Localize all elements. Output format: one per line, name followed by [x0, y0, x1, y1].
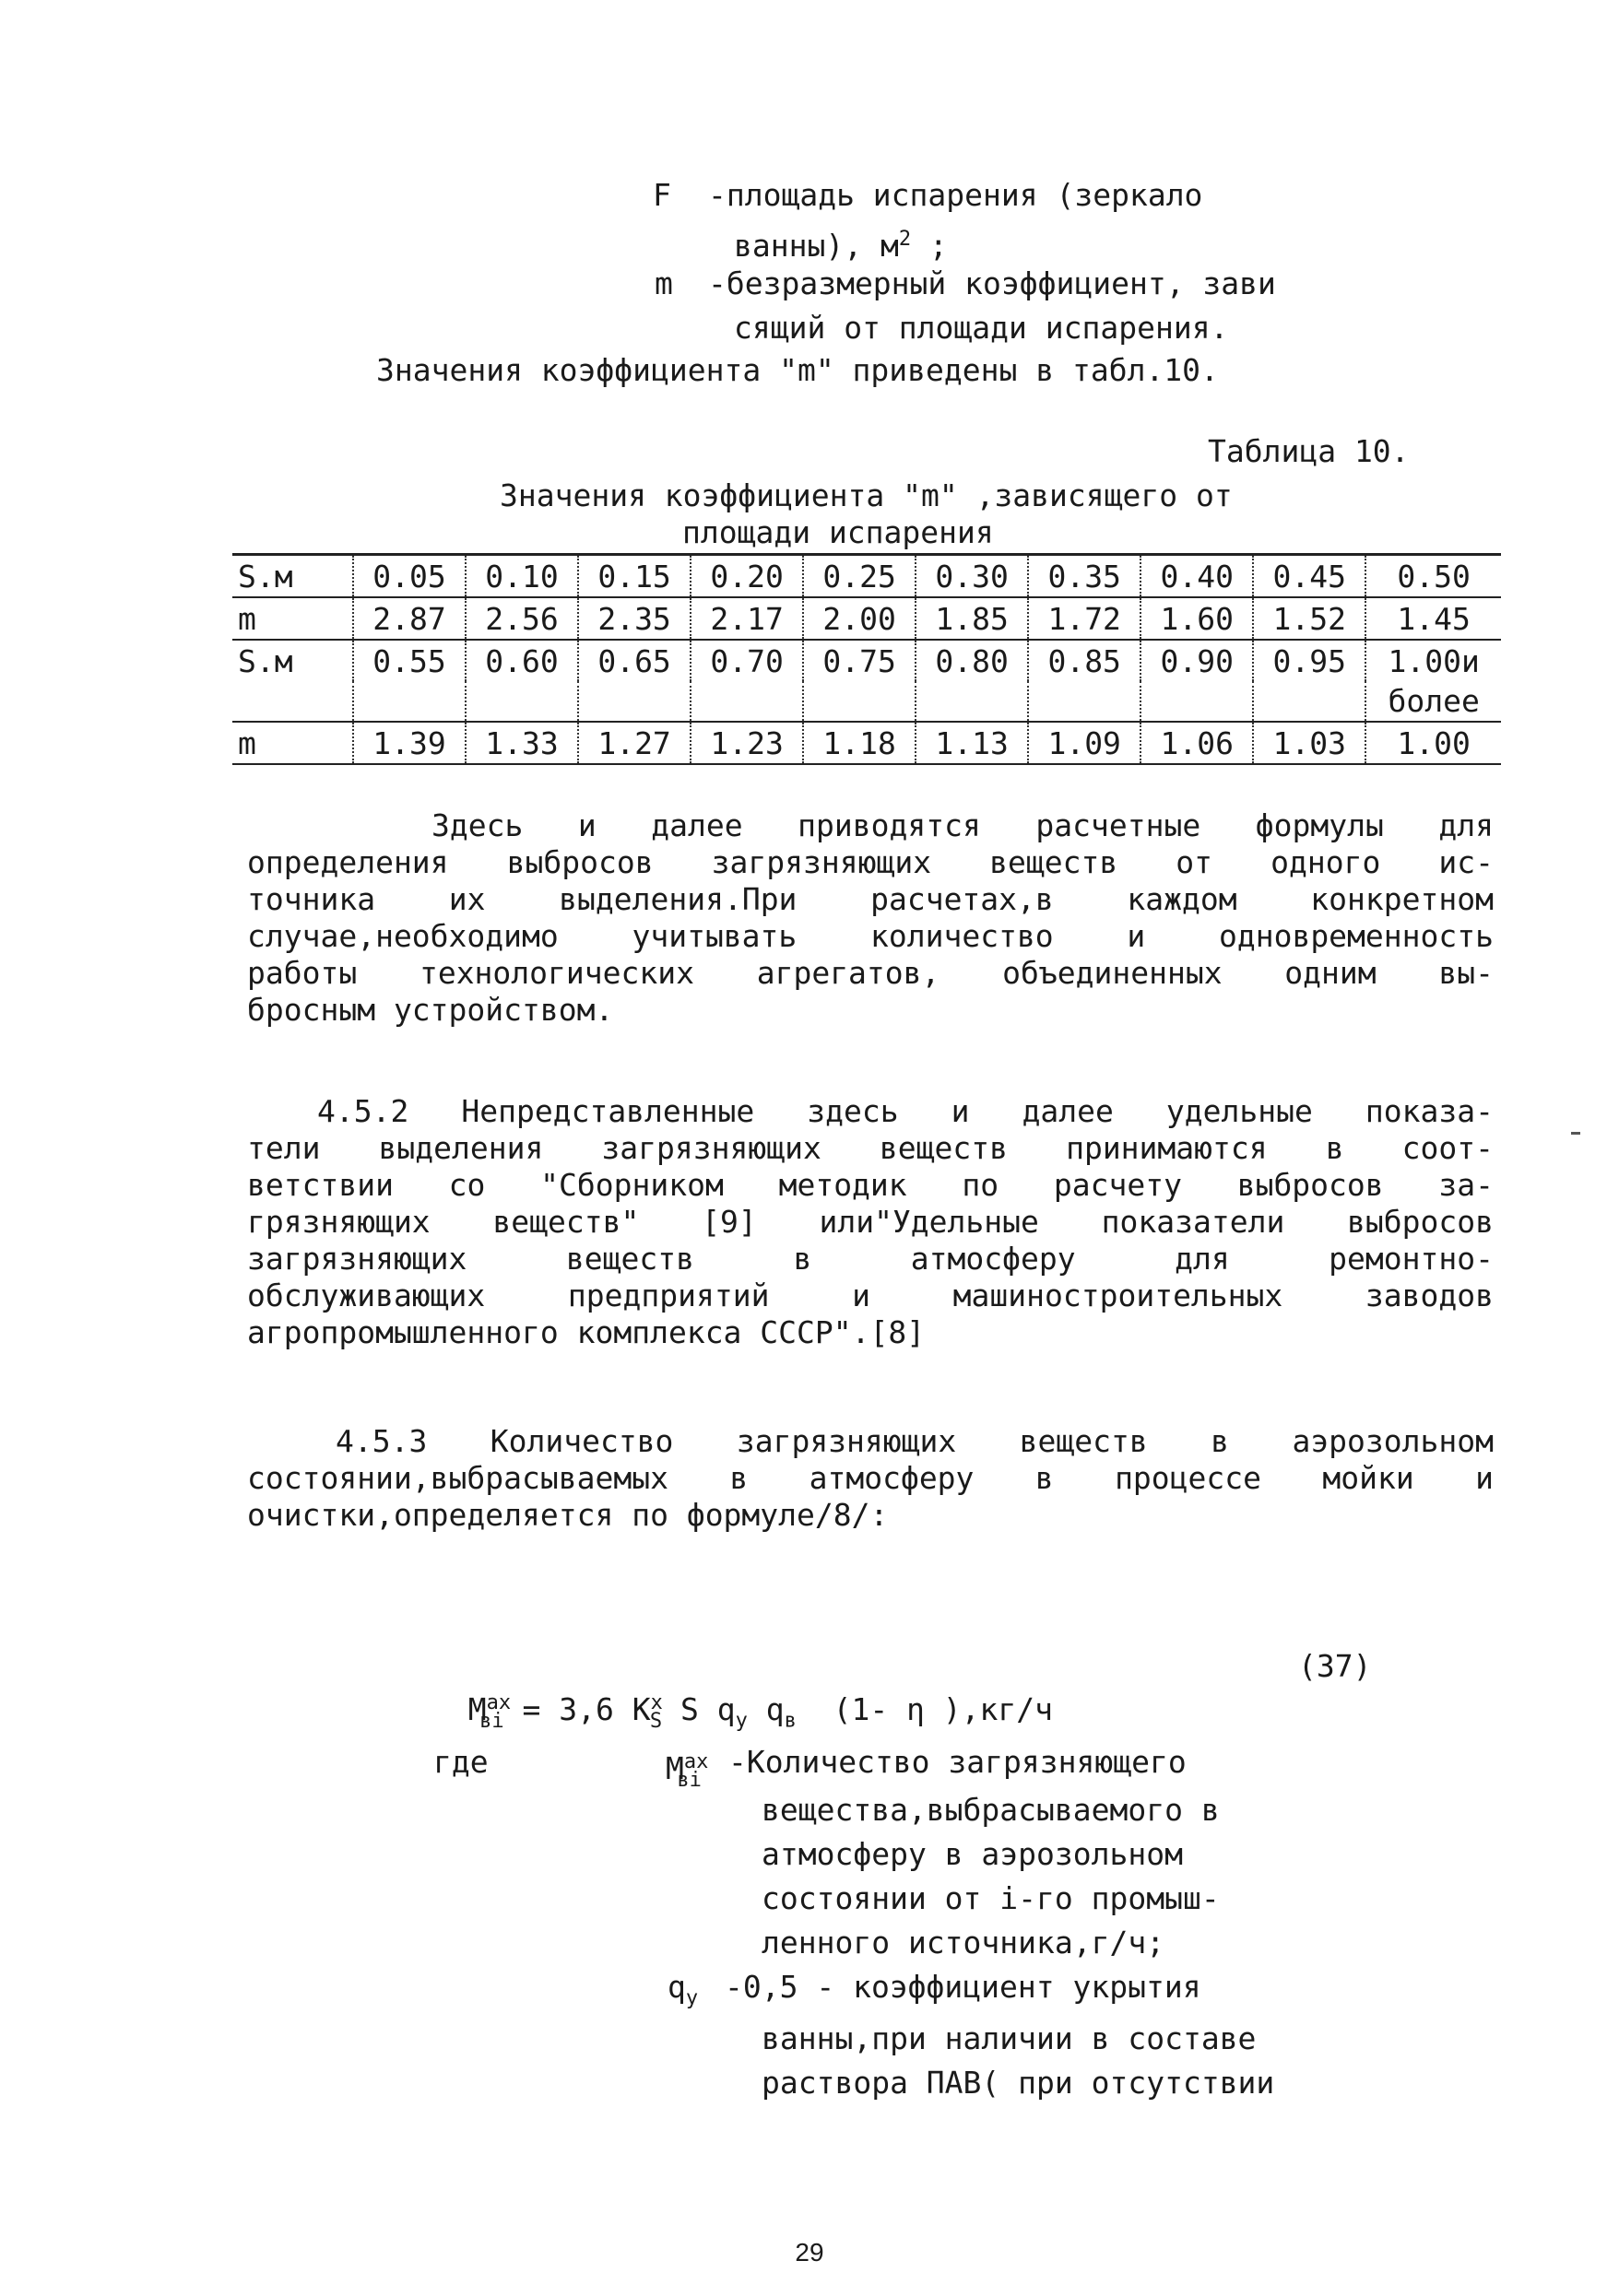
table-row	[232, 555, 1501, 598]
where-m-line: вещества,выбрасываемого в	[762, 1792, 1220, 1828]
table-cell: 2.87	[353, 597, 466, 640]
paragraph-formulas-intro	[247, 807, 1494, 1029]
paragraph-line: грязняющих веществ" [9] или"Удельные показатели выбросов	[247, 1204, 1494, 1240]
table-cell: 1.33	[466, 722, 578, 764]
paragraph-line: 4.5.2 Непредставленные здесь и далее удельные показа-	[317, 1093, 1494, 1129]
table-row	[232, 681, 1501, 722]
where-m-line: состоянии от i-го промыш-	[762, 1880, 1220, 1916]
table-cell: 1.00и	[1365, 640, 1501, 681]
table-cell	[803, 681, 916, 722]
paragraph-line: обслуживающих предприятий и машиностроительных заводов	[247, 1278, 1494, 1313]
table-cell	[1140, 681, 1253, 722]
table-cell: 2.17	[691, 597, 803, 640]
table-row	[232, 722, 1501, 764]
table-row-head: m	[238, 724, 256, 761]
table-cell: 2.35	[578, 597, 691, 640]
table-cell: 1.72	[1028, 597, 1140, 640]
table-cell: 0.70	[691, 640, 803, 681]
table-cell: 1.60	[1140, 597, 1253, 640]
paragraph-line: ветствии со "Сборником методик по расчету выбросов за-	[247, 1167, 1494, 1203]
values-sentence: Значения коэффициента "m" приведены в табл.10.	[376, 352, 1219, 388]
m-definition-cont: сящий от площади испарения.	[734, 310, 1229, 346]
f-definition-cont: ванны), $м^2$ ;	[734, 228, 948, 264]
f-symbol: F	[653, 177, 671, 213]
table-cell	[578, 681, 691, 722]
table-cell: 0.50	[1365, 555, 1501, 598]
table-cell: 1.52	[1253, 597, 1365, 640]
table-cell: 0.90	[1140, 640, 1253, 681]
table-cell	[691, 681, 803, 722]
paragraph-line: работы технологических агрегатов, объединенных одним вы-	[247, 955, 1494, 991]
where-q-desc: -0,5 - коэффициент укрытия	[725, 1969, 1201, 2005]
table-cell: 1.85	[916, 597, 1028, 640]
table-cell	[1028, 681, 1140, 722]
paragraph-4-5-3	[247, 1423, 1494, 1534]
table-title-cont: площади испарения	[682, 514, 994, 550]
table-cell: 1.39	[353, 722, 466, 764]
where-m-symbol: $M^{ах}_{вi}$	[666, 1750, 709, 1792]
table-cell: 0.95	[1253, 640, 1365, 681]
table-cell: 1.09	[1028, 722, 1140, 764]
table-cell: более	[1365, 681, 1501, 722]
where-q-symbol: $q_у$	[668, 1969, 699, 2010]
table-cell: 0.55	[353, 640, 466, 681]
table-cell: 0.10	[466, 555, 578, 598]
table-cell: 1.18	[803, 722, 916, 764]
table-cell	[353, 681, 466, 722]
coefficient-table	[232, 553, 1501, 765]
table-cell: 0.85	[1028, 640, 1140, 681]
table-title: Значения коэффициента "m" ,зависящего от	[500, 477, 1233, 513]
table-cell: 0.80	[916, 640, 1028, 681]
table-cell: 2.56	[466, 597, 578, 640]
m-symbol: m	[655, 265, 673, 301]
table-cell: 1.27	[578, 722, 691, 764]
m-definition: -безразмерный коэффициент, зави	[708, 265, 1276, 301]
paragraph-line: состоянии,выбрасываемых в атмосферу в процессе мойки и	[247, 1460, 1494, 1496]
where-q-line: раствора ПАВ( при отсутствии	[762, 2065, 1275, 2101]
table-cell: 0.25	[803, 555, 916, 598]
table-cell: 1.45	[1365, 597, 1501, 640]
table-row-head: S.м	[238, 558, 293, 595]
table-cell: 1.00	[1365, 722, 1501, 764]
where-m-line: атмосферу в аэрозольном	[762, 1836, 1183, 1872]
paragraph-line: тели выделения загрязняющих веществ принимаются в соот-	[247, 1130, 1494, 1166]
paragraph-line: определения выбросов загрязняющих веществ от одного ис-	[247, 844, 1494, 880]
where-q-line: ванны,при наличии в составе	[762, 2020, 1257, 2056]
table-cell: 0.65	[578, 640, 691, 681]
where-m-desc: -Количество загрязняющего	[728, 1744, 1187, 1780]
paragraph-line: Здесь и далее приводятся расчетные формулы для	[431, 807, 1494, 843]
table-cell	[916, 681, 1028, 722]
table-cell: 2.00	[803, 597, 916, 640]
paragraph-line: загрязняющих веществ в атмосферу для ремонтно-	[247, 1241, 1494, 1277]
paragraph-line: точника их выделения.При расчетах,в каждом конкретном	[247, 881, 1494, 917]
table-cell: 1.03	[1253, 722, 1365, 764]
margin-mark	[1571, 1132, 1580, 1135]
formula-37: $M^{ах}_{вi} = 3,6$ $K^x_S$ S $q_у$ $q_в$ (1- η ),кг/ч	[467, 1691, 1054, 1733]
paragraph-line: очистки,определяется по формуле/8/:	[247, 1497, 889, 1533]
where-m-line: ленного источника,г/ч;	[762, 1925, 1165, 1960]
table-cell: 0.20	[691, 555, 803, 598]
table-row	[232, 597, 1501, 640]
paragraph-4-5-2	[247, 1093, 1494, 1351]
where-label: где	[433, 1744, 489, 1780]
table-cell: 0.05	[353, 555, 466, 598]
table-cell: 0.75	[803, 640, 916, 681]
table-cell: 0.45	[1253, 555, 1365, 598]
paragraph-line: 4.5.3 Количество загрязняющих веществ в аэрозольном	[336, 1423, 1494, 1459]
table-cell: 1.13	[916, 722, 1028, 764]
paragraph-line: агропромышленного комплекса СССР".[8]	[247, 1314, 926, 1350]
table-cell: 1.06	[1140, 722, 1253, 764]
paragraph-line: бросным устройством.	[247, 992, 614, 1028]
table-cell: 0.15	[578, 555, 691, 598]
page-number: 29	[795, 2238, 824, 2267]
table-row-head: m	[238, 600, 256, 637]
table-row	[232, 640, 1501, 681]
table-cell: 0.60	[466, 640, 578, 681]
table-cell: 0.35	[1028, 555, 1140, 598]
table-cell: 0.40	[1140, 555, 1253, 598]
table-row-head: S.м	[238, 642, 293, 679]
table-label: Таблица 10.	[1208, 433, 1410, 469]
table-cell: 0.30	[916, 555, 1028, 598]
table-row-head	[232, 681, 353, 722]
f-definition: -площадь испарения (зеркало	[708, 177, 1203, 213]
table-cell: 1.23	[691, 722, 803, 764]
table-cell	[466, 681, 578, 722]
paragraph-line: случае,необходимо учитывать количество и одновременность	[247, 918, 1494, 954]
table-cell	[1253, 681, 1365, 722]
formula-number: (37)	[1298, 1648, 1372, 1684]
